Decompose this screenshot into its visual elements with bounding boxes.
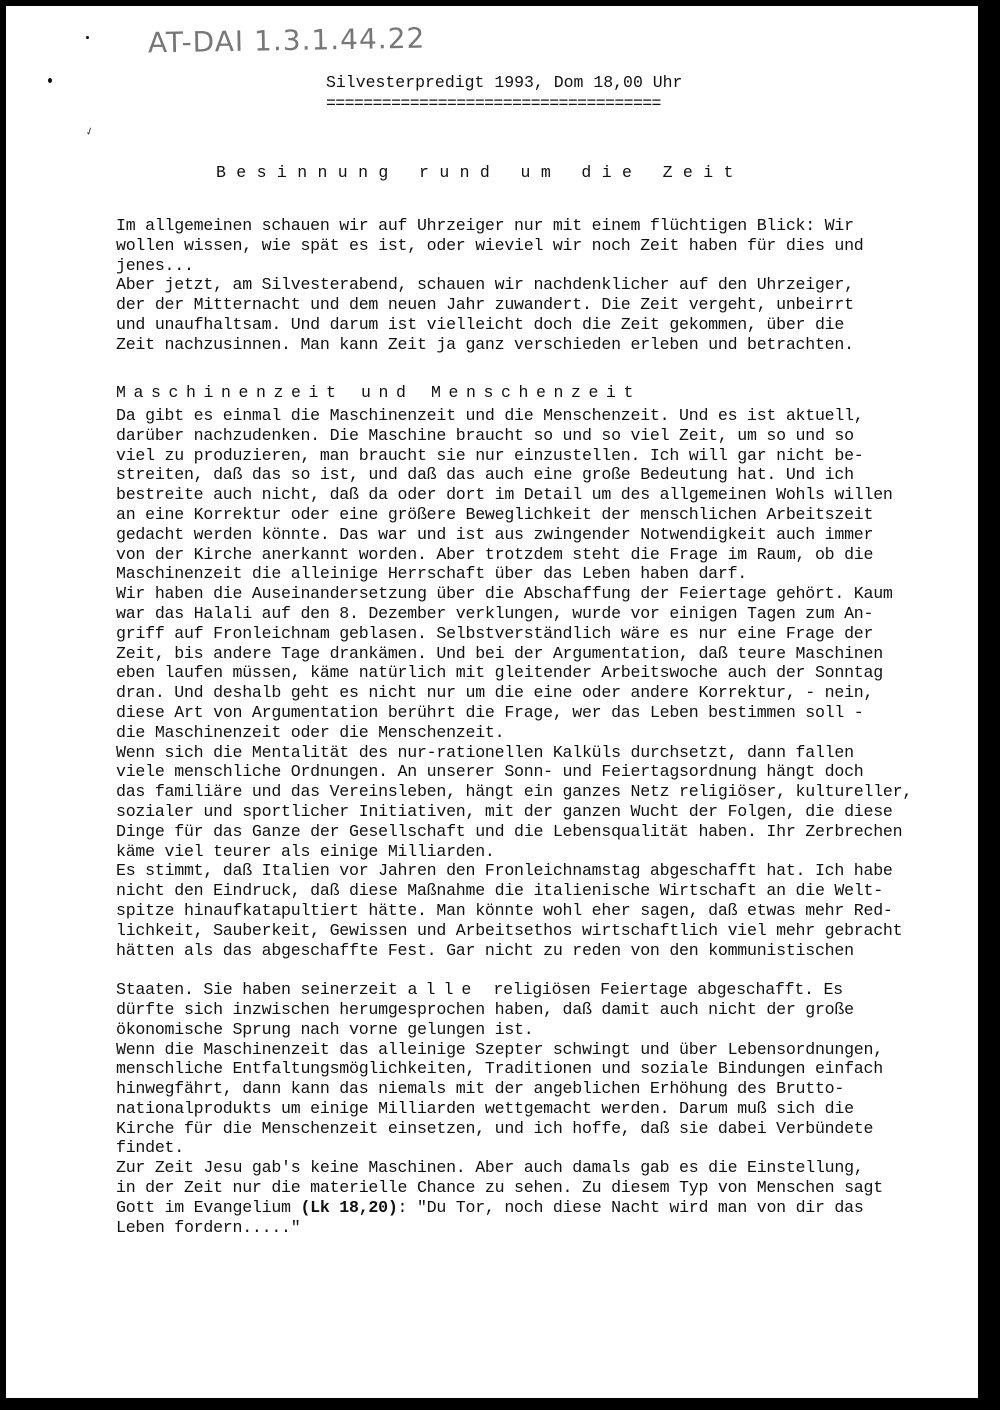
intro-paragraph <box>116 216 864 355</box>
text-line: an eine Korrektur oder eine größere Beweglichkeit der menschlichen Arbeitszeit <box>116 504 874 524</box>
text-line: menschliche Entfaltungsmöglichkeiten, Traditionen und soziale Bindungen einfach <box>116 1059 883 1079</box>
text-line: das familiäre und das Vereinsleben, hängt ein ganzes Netz religiöser, kultureller, <box>116 782 913 802</box>
text-line: von der Kirche anerkannt worden. Aber trotzdem steht die Frage im Raum, ob die <box>116 544 874 564</box>
title-underline: ==================================== <box>326 94 661 113</box>
text-line: käme viel teurer als einige Milliarden. <box>116 841 495 861</box>
text-line: ökonomische Sprung nach vorne gelungen ist. <box>116 1019 534 1039</box>
text-line: gedacht werden könnte. Das war und ist aus zwingender Notwendigkeit auch immer <box>116 524 874 544</box>
text-line: nicht den Eindruck, daß diese Maßnahme die italienische Wirtschaft an die Welt- <box>116 881 883 901</box>
text-line: und unaufhaltsam. Und darum ist vielleicht doch die Zeit gekommen, über die <box>116 314 845 334</box>
text-line: in der Zeit nur die materielle Chance zu sehen. Zu diesem Typ von Menschen sagt <box>116 1178 883 1198</box>
text-line: hätten als das abgeschaffte Fest. Gar nicht zu reden von den kommunistischen <box>116 940 854 960</box>
text-line: Da gibt es einmal die Maschinenzeit und die Menschenzeit. Und es ist aktuell, <box>116 406 864 425</box>
text-line: viele menschliche Ordnungen. An unserer Sonn- und Feiertagsordnung hängt doch <box>116 762 864 782</box>
text-line: Aber jetzt, am Silvesterabend, schauen wir nachdenklicher auf den Uhrzeiger, <box>116 275 854 295</box>
scan-speck <box>48 78 52 83</box>
text-line: Zeit, bis andere Tage drankämen. Und bei der Argumentation, daß teure Maschinen <box>116 643 883 663</box>
text-line: sozialer und sportlicher Initiativen, mit der ganzen Wucht der Folgen, die diese <box>116 801 893 821</box>
scan-speck <box>86 36 89 39</box>
text-line: findet. <box>116 1138 184 1158</box>
text-line: der der Mitternacht und dem neuen Jahr zuwandert. Die Zeit vergeht, unbeirrt <box>116 295 854 315</box>
text-line: Es stimmt, daß Italien vor Jahren den Fronleichnamstag abgeschafft hat. Ich habe <box>116 861 893 881</box>
text-line: Maschinenzeit die alleinige Herrschaft über das Leben haben darf. <box>116 564 748 584</box>
text-line: griff auf Fronleichnam geblasen. Selbstverständlich wäre es nur eine Frage der <box>116 623 874 643</box>
body-text <box>116 406 912 1237</box>
pen-mark: ✓ <box>83 124 96 140</box>
document-page <box>6 6 978 1398</box>
text-line: viel zu produzieren, man braucht sie nur einzustellen. Ich will gar nicht be- <box>116 445 864 465</box>
text-line: Wenn sich die Mentalität des nur-rationellen Kalküls durchsetzt, dann fallen <box>116 742 854 762</box>
emphasis-after: religiösen Feiertage abgeschafft. Es <box>493 980 843 1000</box>
text-line: war das Halali auf den 8. Dezember verklungen, wurde vor einigen Tagen zum An- <box>116 603 874 623</box>
text-line: Zeit nachzusinnen. Man kann Zeit ja ganz verschieden erleben und betrachten. <box>116 334 854 354</box>
text-line: lichkeit, Sauberkeit, Gewissen und Arbeitsethos wirtschaftlich viel mehr gebracht <box>116 920 903 940</box>
text-line: dürfte sich inzwischen herumgesprochen haben, daß damit auch nicht der große <box>116 999 854 1019</box>
text-line: Zur Zeit Jesu gab's keine Maschinen. Aber auch damals gab es die Einstellung, <box>116 1158 864 1178</box>
text-line: Wir haben die Auseinandersetzung über die Abschaffung der Feiertage gehört. Kaum <box>116 584 893 604</box>
text-line: spitze hinaufkatapultiert hätte. Man könnte wohl eher sagen, daß etwas mehr Red- <box>116 900 893 920</box>
main-heading: Besinnung rund um die Zeit <box>216 163 744 182</box>
citation-after: : "Du Tor, noch diese Nacht wird man von dir das <box>397 1197 864 1217</box>
text-line: jenes... <box>116 255 194 275</box>
text-line <box>116 1198 864 1217</box>
text-line: die Maschinenzeit oder die Menschenzeit. <box>116 722 505 742</box>
document-title: Silvesterpredigt 1993, Dom 18,00 Uhr <box>326 73 683 92</box>
citation-before: Gott im Evangelium <box>116 1197 301 1217</box>
text-line: Dinge für das Ganze der Gesellschaft und die Lebensqualität haben. Ihr Zerbrechen <box>116 821 903 841</box>
text-line: Im allgemeinen schauen wir auf Uhrzeiger nur mit einem flüchtigen Blick: Wir <box>116 216 854 235</box>
emphasis-before: Staaten. Sie haben seinerzeit <box>116 980 398 1000</box>
text-line: darüber nachzudenken. Die Maschine braucht so und so viel Zeit, um so und so <box>116 425 854 445</box>
text-line: streiten, daß das so ist, und daß das auch eine große Bedeutung hat. Und ich <box>116 465 854 485</box>
text-line <box>116 980 843 999</box>
text-line: bestreite auch nicht, daß da oder dort im Detail um des allgemeinen Wohls willen <box>116 485 893 505</box>
text-line: wollen wissen, wie spät es ist, oder wieviel wir noch Zeit haben für dies und <box>116 235 864 255</box>
text-line: Wenn die Maschinenzeit das alleinige Szepter schwingt und über Lebensordnungen, <box>116 1039 883 1059</box>
text-line: nationalprodukts um einige Milliarden wettgemacht werden. Darum muß sich die <box>116 1098 854 1118</box>
bible-reference: (Lk 18,20) <box>300 1197 398 1217</box>
text-line: dran. Und deshalb geht es nicht nur um die eine oder andere Korrektur, - nein, <box>116 683 874 703</box>
text-line: hinwegfährt, dann kann das niemals mit der angeblichen Erhöhung des Brutto- <box>116 1079 845 1099</box>
emphasized-word: alle <box>407 980 480 1000</box>
section-heading: Maschinenzeit und Menschenzeit <box>116 383 642 402</box>
text-line: eben laufen müssen, käme natürlich mit gleitender Arbeitswoche auch der Sonntag <box>116 663 883 683</box>
text-line: Kirche für die Menschenzeit einsetzen, und ich hoffe, daß sie dabei Verbündete <box>116 1118 874 1138</box>
archive-signature: AT-DAI 1.3.1.44.22 <box>147 21 426 60</box>
text-line: Leben fordern....." <box>116 1217 301 1237</box>
text-line: diese Art von Argumentation berührt die Frage, wer das Leben bestimmen soll - <box>116 702 864 722</box>
